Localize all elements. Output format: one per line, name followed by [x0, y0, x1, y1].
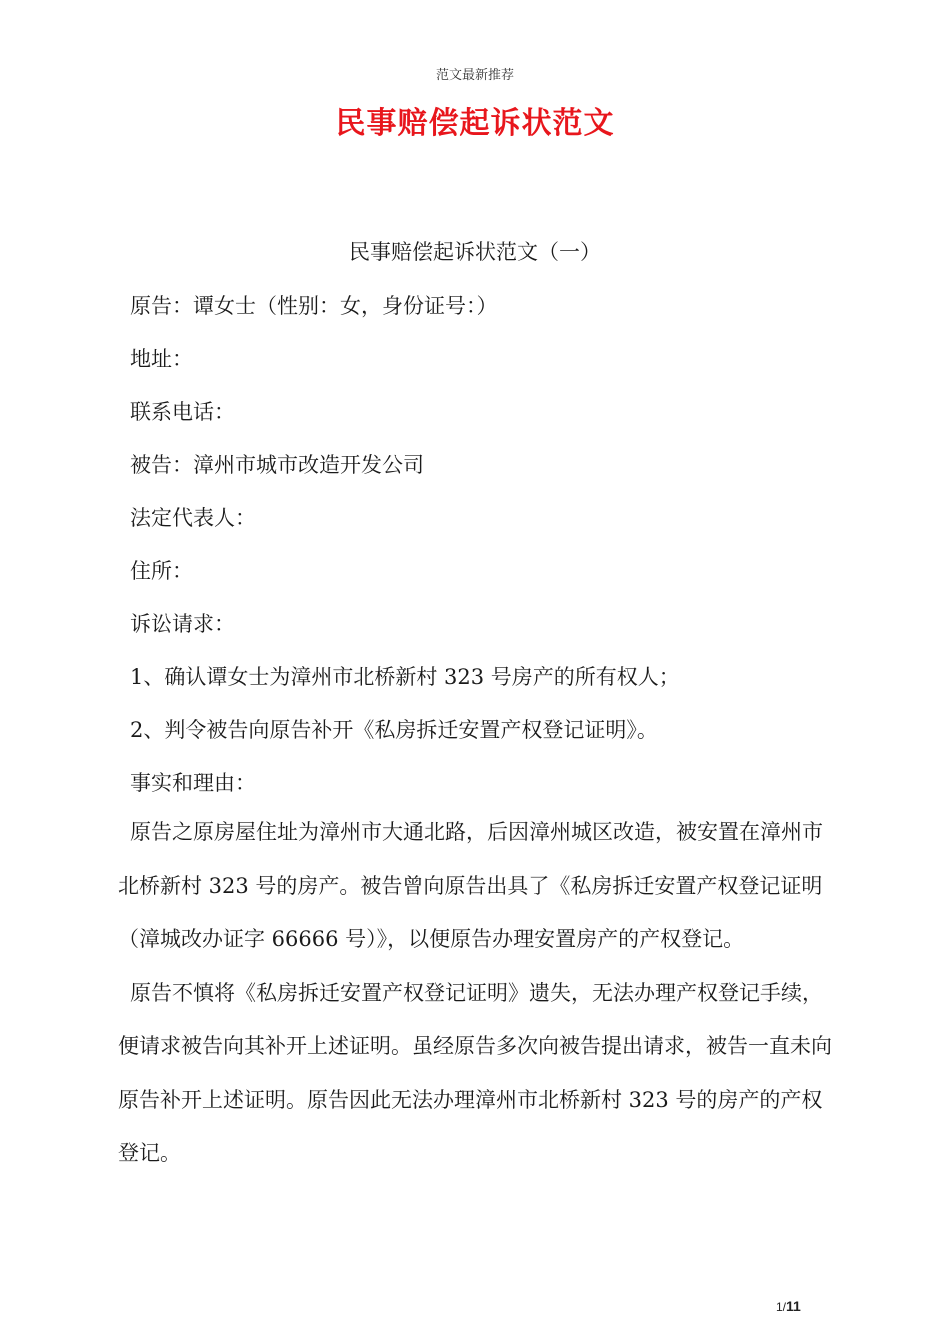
section-title: 民事赔偿起诉状范文（一） [349, 240, 601, 264]
page-current: 1/ [776, 1300, 787, 1314]
document-body-lines [130, 284, 850, 814]
phone-line: 联系电话： [130, 400, 235, 424]
facts-heading: 事实和理由： [130, 771, 256, 795]
address-line: 地址： [130, 347, 193, 371]
facts-paragraph-1: 原告之原房屋住址为漳州市大通北路，后因漳州城区改造，被安置在漳州市北桥新村 323 号的房产。被告曾向原告出具了《私房拆迁安置产权登记证明（漳城改办证字 66666 号）》，以便原告办理安置房产的产权登记。 [118, 820, 823, 951]
defendant-line: 被告：漳州市城市改造开发公司 [130, 453, 424, 477]
claim-item-1: 1、确认谭女士为漳州市北桥新村 323 号房产的所有权人； [130, 665, 680, 689]
page-total: 11 [786, 1298, 801, 1314]
claims-heading: 诉讼请求： [130, 612, 235, 636]
plaintiff-line: 原告：谭女士（性别：女，身份证号：） [130, 294, 498, 318]
header-note: 范文最新推荐 [435, 68, 514, 83]
facts-paragraphs [118, 806, 842, 1181]
facts-paragraph-2: 原告不慎将《私房拆迁安置产权登记证明》遗失，无法办理产权登记手续，便请求被告向其补开上述证明。虽经原告多次向被告提出请求，被告一直未向原告补开上述证明。原告因此无法办理漳州市北桥新村 323 号的房产的产权登记。 [118, 980, 832, 1165]
residence-line: 住所： [130, 559, 193, 583]
claim-item-2: 2、判令被告向原告补开《私房拆迁安置产权登记证明》。 [130, 718, 658, 742]
page-number [776, 1298, 801, 1314]
legal-representative-line: 法定代表人： [130, 506, 256, 530]
document-title: 民事赔偿起诉状范文 [335, 106, 615, 141]
